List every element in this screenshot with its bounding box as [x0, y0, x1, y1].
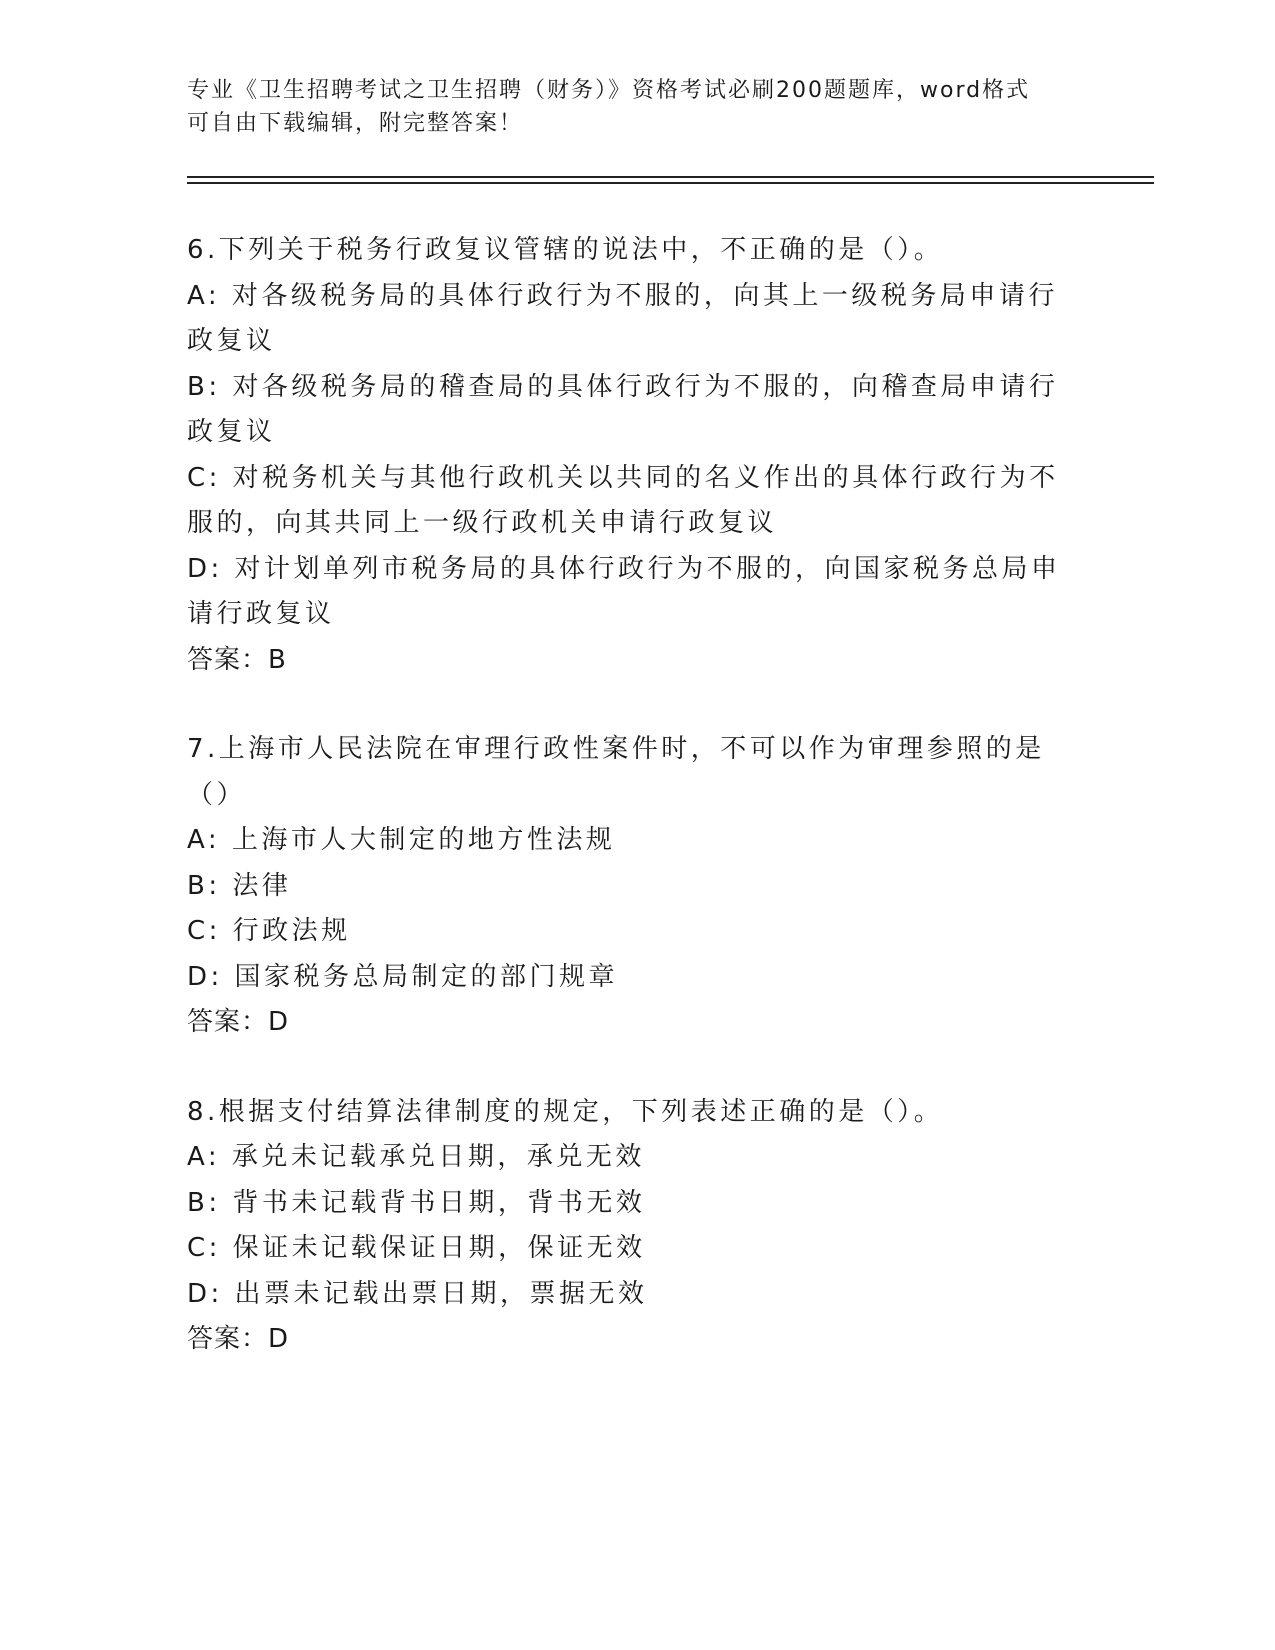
answer: 答案：B	[187, 644, 287, 675]
option-c: C: 保证未记载保证日期，保证无效	[187, 1233, 646, 1263]
question-7	[187, 727, 1077, 1046]
document-header	[187, 74, 1067, 140]
question-8	[187, 1090, 1077, 1363]
header-line-2: 可自由下载编辑，附完整答案！	[187, 111, 524, 136]
option-a: A: 上海市人大制定的地方性法规	[187, 825, 616, 855]
option-a: A: 对各级税务局的具体行政行为不服的，向其上一级税务局申请行政复议	[187, 280, 1058, 356]
header-line-1: 专业《卫生招聘考试之卫生招聘（财务）》资格考试必刷200题题库，word格式	[187, 78, 1031, 103]
answer: 答案：D	[187, 1324, 290, 1354]
option-b: B: 背书未记载背书日期，背书无效	[187, 1187, 646, 1218]
option-b: B: 法律	[187, 870, 292, 901]
header-divider-bottom	[187, 182, 1154, 184]
option-a: A: 承兑未记载承兑日期，承兑无效	[187, 1142, 645, 1172]
question-stem: 8.根据支付结算法律制度的规定，下列表述正确的是（）。	[187, 1096, 944, 1127]
option-d: D: 对计划单列市税务局的具体行政行为不服的，向国家税务总局申请行政复议	[187, 553, 1061, 629]
question-stem: 6.下列关于税务行政复议管辖的说法中，不正确的是（）。	[187, 235, 944, 265]
header-divider-top	[187, 176, 1154, 178]
option-d: D: 出票未记载出票日期，票据无效	[187, 1278, 648, 1309]
answer: 答案：D	[187, 1007, 290, 1037]
option-b: B: 对各级税务局的稽查局的具体行政行为不服的，向稽查局申请行政复议	[187, 371, 1059, 447]
question-6	[187, 228, 1077, 683]
option-c: C: 对税务机关与其他行政机关以共同的名义作出的具体行政行为不服的，向其共同上一级行政机关申请行政复议	[187, 462, 1059, 538]
option-d: D: 国家税务总局制定的部门规章	[187, 961, 619, 992]
option-c: C: 行政法规	[187, 916, 351, 946]
question-stem: 7.上海市人民法院在审理行政性案件时，不可以作为审理参照的是（）	[187, 734, 1045, 810]
question-list	[187, 228, 1077, 1407]
